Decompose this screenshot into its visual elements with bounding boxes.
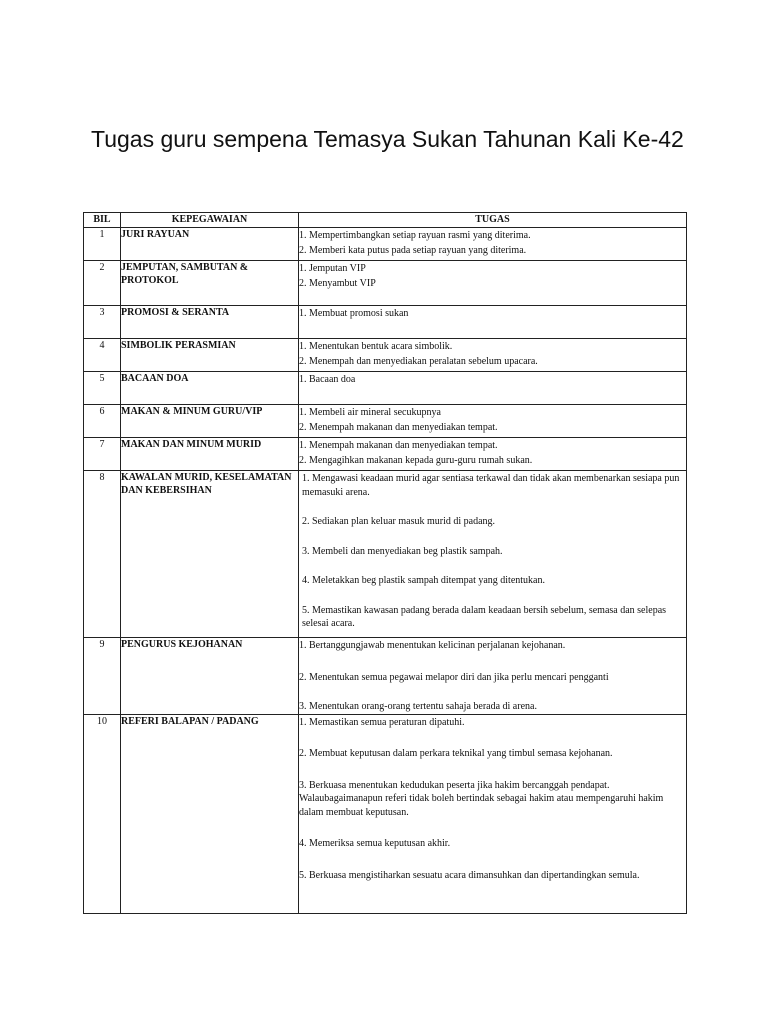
task-item: 3. Berkuasa menentukan kedudukan peserta jika hakim bercanggah pendapat. Walaubagaimanapun referi tidak boleh bertindak sebagai hakim atau mempengaruhi hakim dalam membuat keputusan. xyxy=(299,779,664,818)
row-number: 3 xyxy=(84,306,121,339)
table-header-row xyxy=(84,213,687,228)
task-item: 2. Menentukan semua pegawai melapor diri dan jika perlu mencari pengganti xyxy=(299,671,609,683)
row-number: 5 xyxy=(84,372,121,405)
row-tugas xyxy=(299,438,687,471)
task-item: 1. Menempah makanan dan menyediakan tempat. xyxy=(299,440,498,451)
task-item: 2. Membuat keputusan dalam perkara teknikal yang timbul semasa kejohanan. xyxy=(299,748,613,759)
row-tugas xyxy=(299,471,687,638)
task-item: 5. Berkuasa mengistiharkan sesuatu acara dimansuhkan dan dipertandingkan semula. xyxy=(299,869,640,881)
row-tugas xyxy=(299,306,687,339)
task-item: 1. Membeli air mineral secukupnya xyxy=(299,407,441,418)
header-kepegawaian: KEPEGAWAIAN xyxy=(121,213,299,228)
task-item: 1. Menentukan bentuk acara simbolik. xyxy=(299,341,453,352)
task-item: 1. Mengawasi keadaan murid agar sentiasa terkawal dan tidak akan membenarkan sesiapa pun memasuki arena. xyxy=(302,473,680,498)
row-number: 8 xyxy=(84,471,121,638)
row-number: 2 xyxy=(84,261,121,306)
row-kepegawaian: SIMBOLIK PERASMIAN xyxy=(121,339,299,372)
table-row xyxy=(84,638,687,715)
row-tugas xyxy=(299,714,687,913)
row-kepegawaian: PENGURUS KEJOHANAN xyxy=(121,638,299,715)
task-item: 1. Bacaan doa xyxy=(299,374,356,385)
row-kepegawaian: JEMPUTAN, SAMBUTAN & PROTOKOL xyxy=(121,261,299,306)
task-item: 3. Menentukan orang-orang tertentu sahaja berada di arena. xyxy=(299,701,537,712)
row-tugas xyxy=(299,405,687,438)
task-item: 1. Membuat promosi sukan xyxy=(299,308,409,319)
task-item: 2. Menempah makanan dan menyediakan tempat. xyxy=(299,421,498,433)
table-row xyxy=(84,372,687,405)
row-number: 10 xyxy=(84,714,121,913)
table-row xyxy=(84,714,687,913)
table-row xyxy=(84,438,687,471)
table-row xyxy=(84,261,687,306)
table-row xyxy=(84,228,687,261)
task-item: 2. Mengagihkan makanan kepada guru-guru rumah sukan. xyxy=(299,454,533,466)
task-item: 4. Meletakkan beg plastik sampah ditempat yang ditentukan. xyxy=(302,575,545,586)
table-row xyxy=(84,339,687,372)
row-tugas xyxy=(299,261,687,306)
task-item: 2. Memberi kata putus pada setiap rayuan yang diterima. xyxy=(299,244,527,256)
row-kepegawaian: KAWALAN MURID, KESELAMATAN DAN KEBERSIHAN xyxy=(121,471,299,638)
task-item: 2. Menempah dan menyediakan peralatan sebelum upacara. xyxy=(299,355,538,367)
task-item: 1. Bertanggungjawab menentukan kelicinan perjalanan kejohanan. xyxy=(299,640,566,651)
row-tugas xyxy=(299,228,687,261)
duty-table xyxy=(83,212,687,914)
task-item: 1. Mempertimbangkan setiap rayuan rasmi yang diterima. xyxy=(299,230,531,241)
row-number: 7 xyxy=(84,438,121,471)
row-number: 9 xyxy=(84,638,121,715)
row-tugas xyxy=(299,339,687,372)
task-item: 3. Membeli dan menyediakan beg plastik sampah. xyxy=(302,545,503,557)
task-item: 1. Memastikan semua peraturan dipatuhi. xyxy=(299,716,465,728)
row-kepegawaian: MAKAN & MINUM GURU/VIP xyxy=(121,405,299,438)
task-item: 5. Memastikan kawasan padang berada dalam keadaan bersih sebelum, semasa dan selepas selesai acara. xyxy=(302,604,667,629)
row-kepegawaian: BACAAN DOA xyxy=(121,372,299,405)
table-row xyxy=(84,306,687,339)
row-tugas xyxy=(299,638,687,715)
row-number: 6 xyxy=(84,405,121,438)
task-item: 4. Memeriksa semua keputusan akhir. xyxy=(299,838,451,849)
task-item: 2. Menyambut VIP xyxy=(299,277,376,289)
row-number: 4 xyxy=(84,339,121,372)
row-kepegawaian: JURI RAYUAN xyxy=(121,228,299,261)
header-bil: BIL xyxy=(84,213,121,228)
row-number: 1 xyxy=(84,228,121,261)
row-kepegawaian: REFERI BALAPAN / PADANG xyxy=(121,714,299,913)
table-row xyxy=(84,405,687,438)
task-item: 2. Sediakan plan keluar masuk murid di padang. xyxy=(302,516,496,527)
task-item: 1. Jemputan VIP xyxy=(299,263,366,274)
table-row xyxy=(84,471,687,638)
row-kepegawaian: MAKAN DAN MINUM MURID xyxy=(121,438,299,471)
header-tugas: TUGAS xyxy=(299,213,687,228)
row-tugas xyxy=(299,372,687,405)
page-title: Tugas guru sempena Temasya Sukan Tahunan Kali Ke-42 xyxy=(91,126,684,152)
row-kepegawaian: PROMOSI & SERANTA xyxy=(121,306,299,339)
table-body xyxy=(84,228,687,914)
